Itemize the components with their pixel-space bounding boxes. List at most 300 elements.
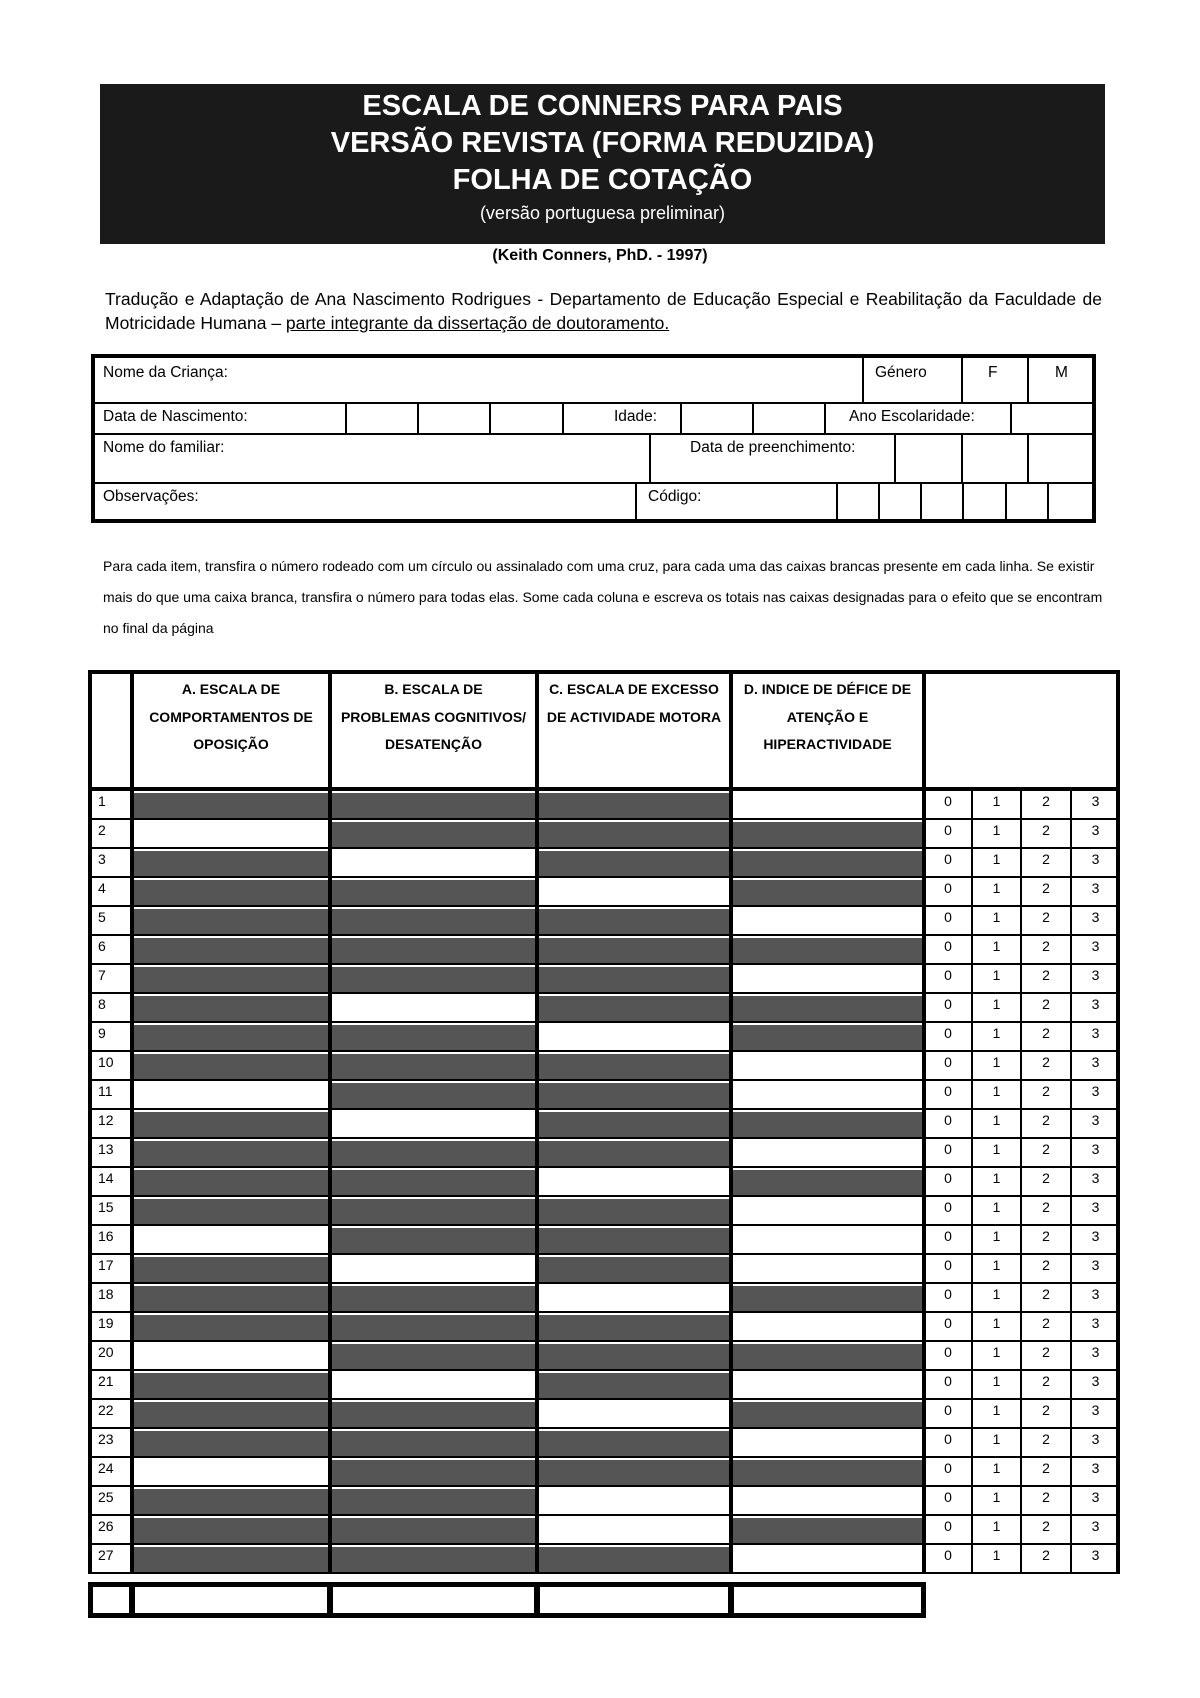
score-option-1[interactable]: 1	[992, 880, 1001, 896]
score-option-0[interactable]: 0	[944, 1344, 952, 1360]
row-divider	[729, 1313, 733, 1342]
score-option-0[interactable]: 0	[944, 1431, 952, 1447]
row-divider	[922, 1313, 926, 1342]
scale-cell-c	[539, 996, 729, 1021]
score-option-3[interactable]: 3	[1091, 1228, 1100, 1244]
score-divider	[1070, 965, 1072, 994]
row-divider	[328, 1313, 332, 1342]
score-option-3[interactable]: 3	[1091, 1112, 1100, 1128]
scale-cell-a[interactable]	[134, 1228, 328, 1253]
row-relative	[95, 433, 1092, 484]
row-divider	[729, 1023, 733, 1052]
score-option-0[interactable]: 0	[944, 1112, 952, 1128]
score-option-2[interactable]: 2	[1042, 1315, 1050, 1331]
scale-cell-b	[332, 880, 535, 905]
score-divider	[1020, 965, 1022, 994]
score-option-1[interactable]: 1	[992, 1228, 1001, 1244]
score-option-2[interactable]: 2	[1042, 1083, 1050, 1099]
header-divider	[922, 670, 926, 791]
score-option-2[interactable]: 2	[1042, 1141, 1050, 1157]
score-option-1[interactable]: 1	[992, 909, 1001, 925]
score-divider	[1070, 1023, 1072, 1052]
score-option-3[interactable]: 3	[1091, 1402, 1100, 1418]
score-divider	[1020, 994, 1022, 1023]
score-option-3[interactable]: 3	[1091, 1547, 1100, 1563]
score-divider	[971, 1110, 973, 1139]
row-divider	[535, 1429, 539, 1458]
scale-cell-b	[332, 1460, 535, 1485]
scale-cell-c[interactable]	[539, 1489, 729, 1514]
score-option-1[interactable]: 1	[992, 1460, 1001, 1476]
score-option-2[interactable]: 2	[1042, 1460, 1050, 1476]
row-divider	[729, 1429, 733, 1458]
scale-cell-c[interactable]	[539, 1402, 729, 1427]
score-option-0[interactable]: 0	[944, 967, 952, 983]
item-number: 4	[98, 880, 106, 896]
score-option-2[interactable]: 2	[1042, 1373, 1050, 1389]
scale-cell-c	[539, 909, 729, 934]
score-option-1[interactable]: 1	[992, 996, 1001, 1012]
score-option-3[interactable]: 3	[1091, 1054, 1100, 1070]
score-option-2[interactable]: 2	[1042, 1547, 1050, 1563]
score-divider	[971, 1371, 973, 1400]
row-divider	[130, 936, 134, 965]
row-divider	[328, 791, 332, 820]
score-option-0[interactable]: 0	[944, 1228, 952, 1244]
score-option-0[interactable]: 0	[944, 851, 952, 867]
row-divider	[130, 1139, 134, 1168]
score-divider	[1070, 1516, 1072, 1545]
scale-cell-d	[733, 822, 922, 847]
scale-cell-c[interactable]	[539, 880, 729, 905]
score-option-0[interactable]: 0	[944, 822, 952, 838]
score-divider	[1070, 1110, 1072, 1139]
score-option-1[interactable]: 1	[992, 1141, 1001, 1157]
scale-cell-b	[332, 1547, 535, 1572]
scale-cell-b	[332, 1170, 535, 1195]
row-divider	[328, 1081, 332, 1110]
row-divider	[328, 1023, 332, 1052]
scale-cell-d[interactable]	[733, 909, 922, 934]
row-divider	[922, 791, 926, 820]
row-divider	[535, 1313, 539, 1342]
score-option-0[interactable]: 0	[944, 1025, 952, 1041]
score-option-3[interactable]: 3	[1091, 822, 1100, 838]
score-option-3[interactable]: 3	[1091, 793, 1100, 809]
scale-cell-b	[332, 938, 535, 963]
scale-cell-a	[134, 1489, 328, 1514]
row-divider	[922, 1400, 926, 1429]
row-divider	[130, 1284, 134, 1313]
score-divider	[1070, 1400, 1072, 1429]
scale-cell-d[interactable]	[733, 1141, 922, 1166]
score-option-3[interactable]: 3	[1091, 1083, 1100, 1099]
scale-cell-a[interactable]	[134, 1460, 328, 1485]
scale-cell-c[interactable]	[539, 1518, 729, 1543]
row-divider	[922, 820, 926, 849]
scale-cell-a	[134, 1199, 328, 1224]
scale-cell-d[interactable]	[733, 967, 922, 992]
score-option-2[interactable]: 2	[1042, 1112, 1050, 1128]
score-option-0[interactable]: 0	[944, 1547, 952, 1563]
item-number: 13	[98, 1141, 114, 1157]
item-number: 24	[98, 1460, 114, 1476]
score-option-3[interactable]: 3	[1091, 851, 1100, 867]
scale-cell-a	[134, 1286, 328, 1311]
score-option-0[interactable]: 0	[944, 1170, 952, 1186]
scale-cell-d[interactable]	[733, 1431, 922, 1456]
scale-cell-a	[134, 1373, 328, 1398]
scale-cell-b[interactable]	[332, 1257, 535, 1282]
row-divider	[130, 1342, 134, 1371]
score-option-0[interactable]: 0	[944, 1402, 952, 1418]
score-divider	[971, 791, 973, 820]
score-option-2[interactable]: 2	[1042, 1257, 1050, 1273]
scale-cell-a[interactable]	[134, 1083, 328, 1108]
score-option-1[interactable]: 1	[992, 793, 1001, 809]
scale-cell-d[interactable]	[733, 1373, 922, 1398]
row-divider	[535, 1487, 539, 1516]
score-divider	[971, 907, 973, 936]
score-option-2[interactable]: 2	[1042, 909, 1050, 925]
item-number: 6	[98, 938, 106, 954]
row-divider	[535, 1110, 539, 1139]
row-divider	[922, 1081, 926, 1110]
scale-cell-d[interactable]	[733, 1228, 922, 1253]
score-option-2[interactable]: 2	[1042, 1228, 1050, 1244]
row-divider	[130, 1516, 134, 1545]
score-divider	[1020, 1081, 1022, 1110]
row-divider	[130, 907, 134, 936]
row-divider	[729, 1052, 733, 1081]
row-divider	[729, 1197, 733, 1226]
score-option-2[interactable]: 2	[1042, 1199, 1050, 1215]
score-option-2[interactable]: 2	[1042, 1518, 1050, 1534]
score-option-3[interactable]: 3	[1091, 1257, 1100, 1273]
score-option-1[interactable]: 1	[992, 1489, 1001, 1505]
item-number: 14	[98, 1170, 114, 1186]
row-divider	[922, 1052, 926, 1081]
row-divider	[328, 1226, 332, 1255]
row-divider	[729, 849, 733, 878]
total-box-b[interactable]	[333, 1587, 534, 1613]
scale-cell-c[interactable]	[539, 1025, 729, 1050]
row-divider	[130, 1487, 134, 1516]
item-number: 25	[98, 1489, 114, 1505]
row-divider	[130, 878, 134, 907]
score-option-0[interactable]: 0	[944, 1315, 952, 1331]
row-divider	[535, 791, 539, 820]
score-divider	[1020, 1487, 1022, 1516]
score-option-1[interactable]: 1	[992, 938, 1001, 954]
score-divider	[1070, 1284, 1072, 1313]
row-divider	[130, 1052, 134, 1081]
score-divider	[1020, 1226, 1022, 1255]
score-option-3[interactable]: 3	[1091, 1199, 1100, 1215]
score-option-1[interactable]: 1	[992, 1083, 1001, 1099]
score-option-1[interactable]: 1	[992, 1025, 1001, 1041]
scale-cell-c	[539, 1547, 729, 1572]
score-option-0[interactable]: 0	[944, 1373, 952, 1389]
score-divider	[971, 1139, 973, 1168]
score-divider	[971, 1545, 973, 1574]
score-option-3[interactable]: 3	[1091, 1025, 1100, 1041]
item-number: 1	[98, 793, 106, 809]
row-divider	[130, 849, 134, 878]
scale-cell-d[interactable]	[733, 1083, 922, 1108]
row-divider	[130, 1400, 134, 1429]
row-divider	[729, 1487, 733, 1516]
score-option-0[interactable]: 0	[944, 1199, 952, 1215]
scale-cell-a	[134, 1402, 328, 1427]
row-divider	[922, 1284, 926, 1313]
row-divider	[328, 1168, 332, 1197]
score-option-0[interactable]: 0	[944, 1286, 952, 1302]
score-option-3[interactable]: 3	[1091, 1286, 1100, 1302]
scale-cell-d[interactable]	[733, 1547, 922, 1572]
total-box-c[interactable]	[540, 1587, 728, 1613]
scale-cell-b[interactable]	[332, 996, 535, 1021]
score-divider	[1070, 1545, 1072, 1574]
score-option-2[interactable]: 2	[1042, 822, 1050, 838]
score-divider	[1070, 1458, 1072, 1487]
score-option-1[interactable]: 1	[992, 1431, 1001, 1447]
score-option-3[interactable]: 3	[1091, 909, 1100, 925]
scale-cell-a[interactable]	[134, 1344, 328, 1369]
score-option-0[interactable]: 0	[944, 1141, 952, 1157]
score-divider	[1020, 820, 1022, 849]
row-divider	[922, 849, 926, 878]
score-option-0[interactable]: 0	[944, 1460, 952, 1476]
scale-cell-d	[733, 1518, 922, 1543]
score-divider	[971, 820, 973, 849]
row-divider	[328, 1052, 332, 1081]
score-option-2[interactable]: 2	[1042, 1431, 1050, 1447]
scale-cell-d[interactable]	[733, 1257, 922, 1282]
row-divider	[130, 1023, 134, 1052]
score-option-0[interactable]: 0	[944, 880, 952, 896]
item-number: 16	[98, 1228, 114, 1244]
row-divider	[328, 907, 332, 936]
scale-cell-c	[539, 967, 729, 992]
score-option-1[interactable]: 1	[992, 851, 1001, 867]
score-option-1[interactable]: 1	[992, 1518, 1001, 1534]
scale-cell-c	[539, 1199, 729, 1224]
score-divider	[1070, 849, 1072, 878]
score-divider	[1070, 1081, 1072, 1110]
total-box-d[interactable]	[734, 1587, 921, 1613]
score-option-1[interactable]: 1	[992, 1373, 1001, 1389]
row-observations	[95, 482, 1092, 519]
label-gender-m[interactable]: M	[1055, 364, 1068, 381]
row-divider	[922, 1110, 926, 1139]
score-divider	[971, 1226, 973, 1255]
row-divider	[535, 1545, 539, 1574]
scale-cell-b	[332, 793, 535, 818]
row-divider	[729, 1516, 733, 1545]
score-option-0[interactable]: 0	[944, 938, 952, 954]
score-option-1[interactable]: 1	[992, 1199, 1001, 1215]
label-gender-f[interactable]: F	[988, 364, 998, 381]
scale-cell-b[interactable]	[332, 1112, 535, 1137]
scale-cell-a[interactable]	[134, 822, 328, 847]
score-option-2[interactable]: 2	[1042, 1025, 1050, 1041]
scale-cell-a	[134, 1112, 328, 1137]
scale-cell-b[interactable]	[332, 1373, 535, 1398]
score-divider	[971, 1023, 973, 1052]
score-option-0[interactable]: 0	[944, 793, 952, 809]
score-divider	[1020, 1168, 1022, 1197]
score-divider	[971, 1429, 973, 1458]
score-option-2[interactable]: 2	[1042, 1402, 1050, 1418]
score-option-2[interactable]: 2	[1042, 996, 1050, 1012]
item-number: 9	[98, 1025, 106, 1041]
score-option-3[interactable]: 3	[1091, 1518, 1100, 1534]
row-birth-date	[95, 402, 1092, 435]
score-divider	[1020, 1110, 1022, 1139]
score-option-3[interactable]: 3	[1091, 1373, 1100, 1389]
score-option-1[interactable]: 1	[992, 822, 1001, 838]
scale-cell-d[interactable]	[733, 1315, 922, 1340]
scale-cell-c[interactable]	[539, 1170, 729, 1195]
scale-cell-d	[733, 1112, 922, 1137]
score-option-3[interactable]: 3	[1091, 880, 1100, 896]
score-divider	[1070, 1255, 1072, 1284]
row-divider	[130, 1313, 134, 1342]
scale-cell-d	[733, 1170, 922, 1195]
score-divider	[971, 1052, 973, 1081]
row-divider	[130, 1429, 134, 1458]
scale-cell-d[interactable]	[733, 1489, 922, 1514]
score-option-1[interactable]: 1	[992, 1170, 1001, 1186]
scale-cell-a	[134, 938, 328, 963]
score-option-0[interactable]: 0	[944, 1054, 952, 1070]
score-divider	[1020, 1139, 1022, 1168]
score-option-1[interactable]: 1	[992, 1344, 1001, 1360]
scale-cell-c	[539, 851, 729, 876]
label-relative-name: Nome do familiar:	[103, 439, 225, 456]
score-option-2[interactable]: 2	[1042, 1170, 1050, 1186]
score-divider	[971, 1342, 973, 1371]
row-divider	[922, 1023, 926, 1052]
score-option-2[interactable]: 2	[1042, 880, 1050, 896]
score-option-3[interactable]: 3	[1091, 1460, 1100, 1476]
score-option-3[interactable]: 3	[1091, 1489, 1100, 1505]
row-divider	[922, 1197, 926, 1226]
score-option-2[interactable]: 2	[1042, 1344, 1050, 1360]
column-header-b: B. ESCALA DE PROBLEMAS COGNITIVOS/ DESATENÇÃO	[340, 681, 527, 752]
row-divider	[130, 1371, 134, 1400]
scale-cell-b[interactable]	[332, 851, 535, 876]
score-option-1[interactable]: 1	[992, 1286, 1001, 1302]
scale-cell-c[interactable]	[539, 1286, 729, 1311]
score-option-1[interactable]: 1	[992, 967, 1001, 983]
author-line: (Keith Conners, PhD. - 1997)	[492, 247, 708, 264]
row-divider	[922, 936, 926, 965]
score-divider	[1020, 791, 1022, 820]
label-observations: Observações:	[103, 488, 199, 505]
scale-cell-a	[134, 851, 328, 876]
score-option-2[interactable]: 2	[1042, 851, 1050, 867]
score-option-0[interactable]: 0	[944, 1489, 952, 1505]
score-option-2[interactable]: 2	[1042, 1489, 1050, 1505]
score-option-1[interactable]: 1	[992, 1112, 1001, 1128]
item-number: 22	[98, 1402, 114, 1418]
score-option-0[interactable]: 0	[944, 909, 952, 925]
score-option-2[interactable]: 2	[1042, 1054, 1050, 1070]
score-divider	[971, 849, 973, 878]
scale-cell-b	[332, 1228, 535, 1253]
item-number: 19	[98, 1315, 114, 1331]
instructions: Para cada item, transfira o número rodeado com um círculo ou assinalado com uma cruz, para cada uma das caixas brancas presente em cada linha. Se existir mais do que uma caixa branca, transfira o número para todas elas. Some cada coluna e escreva os totais nas caixas designadas para o efeito que se encontram no final da página	[103, 558, 1103, 636]
item-number: 17	[98, 1257, 114, 1273]
row-divider	[922, 1226, 926, 1255]
score-option-1[interactable]: 1	[992, 1402, 1001, 1418]
total-box-a[interactable]	[135, 1587, 327, 1613]
scale-cell-c	[539, 1460, 729, 1485]
score-option-2[interactable]: 2	[1042, 1286, 1050, 1302]
row-divider	[328, 1487, 332, 1516]
scale-cell-b	[332, 909, 535, 934]
scale-cell-c	[539, 1373, 729, 1398]
scale-cell-a	[134, 1025, 328, 1050]
score-option-0[interactable]: 0	[944, 1257, 952, 1273]
score-divider	[1020, 907, 1022, 936]
row-divider	[729, 1400, 733, 1429]
score-option-2[interactable]: 2	[1042, 967, 1050, 983]
scale-cell-b	[332, 1344, 535, 1369]
score-option-1[interactable]: 1	[992, 1315, 1001, 1331]
score-option-3[interactable]: 3	[1091, 1141, 1100, 1157]
score-option-3[interactable]: 3	[1091, 1170, 1100, 1186]
scale-cell-d[interactable]	[733, 1054, 922, 1079]
scale-cell-d	[733, 996, 922, 1021]
score-option-3[interactable]: 3	[1091, 1431, 1100, 1447]
scale-cell-b	[332, 1402, 535, 1427]
scale-cell-a	[134, 1547, 328, 1572]
score-divider	[1070, 1168, 1072, 1197]
score-option-3[interactable]: 3	[1091, 1344, 1100, 1360]
score-option-1[interactable]: 1	[992, 1547, 1001, 1563]
score-option-2[interactable]: 2	[1042, 938, 1050, 954]
item-number: 7	[98, 967, 106, 983]
score-option-3[interactable]: 3	[1091, 967, 1100, 983]
score-option-3[interactable]: 3	[1091, 1315, 1100, 1331]
score-option-0[interactable]: 0	[944, 996, 952, 1012]
score-option-3[interactable]: 3	[1091, 938, 1100, 954]
column-header-d: D. INDICE DE DÉFICE DE ATENÇÃO E HIPERACTIVIDADE	[743, 681, 912, 752]
scale-cell-d	[733, 938, 922, 963]
header-divider	[130, 670, 134, 791]
score-option-1[interactable]: 1	[992, 1257, 1001, 1273]
row-divider	[729, 820, 733, 849]
score-divider	[971, 936, 973, 965]
row-divider	[130, 994, 134, 1023]
score-option-1[interactable]: 1	[992, 1054, 1001, 1070]
score-divider	[971, 1400, 973, 1429]
row-divider	[535, 1400, 539, 1429]
row-divider	[729, 907, 733, 936]
score-option-3[interactable]: 3	[1091, 996, 1100, 1012]
scale-cell-d	[733, 1460, 922, 1485]
scale-cell-d[interactable]	[733, 1199, 922, 1224]
row-divider	[535, 1458, 539, 1487]
score-option-2[interactable]: 2	[1042, 793, 1050, 809]
item-number: 12	[98, 1112, 114, 1128]
score-option-0[interactable]: 0	[944, 1083, 952, 1099]
score-option-0[interactable]: 0	[944, 1518, 952, 1534]
scale-cell-d[interactable]	[733, 793, 922, 818]
